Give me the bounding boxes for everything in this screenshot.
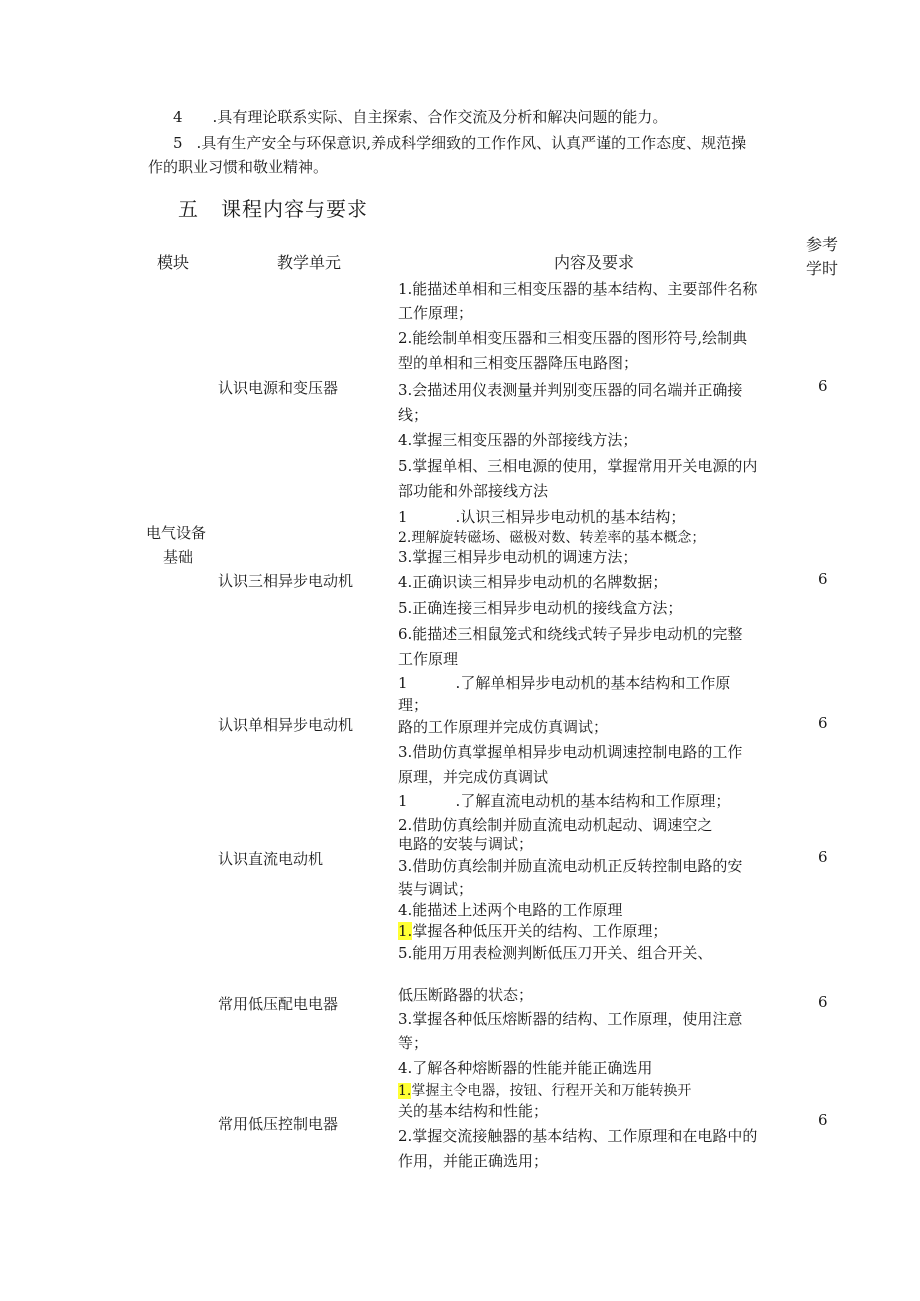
content-line-first <box>398 920 667 941</box>
content-line: 3.借助仿真掌握单相异步电动机调速控制电路的工作 <box>398 743 743 761</box>
content-line-first <box>398 1080 691 1100</box>
content-line: 低压断路器的状态； <box>398 986 534 1004</box>
content-line-text: 掌握各种低压开关的结构、工作原理； <box>412 922 668 940</box>
content-line-text: .认识三相异步电动机的基本结构； <box>455 508 686 526</box>
content-line: 工作原理； <box>398 304 474 322</box>
unit-name: 认识三相异步电动机 <box>218 572 354 590</box>
content-line: 线； <box>398 406 429 424</box>
content-line: 3.掌握各种低压熔断器的结构、工作原理，使用注意 <box>398 1010 743 1028</box>
content-line: 工作原理 <box>398 650 459 668</box>
unit-hours: 6 <box>818 993 828 1011</box>
content-line-number: 1 <box>398 508 408 526</box>
header-unit: 教学单元 <box>277 253 342 272</box>
item-5-continuation: 作的职业习惯和敬业精神。 <box>148 158 329 176</box>
content-line-number: 1. <box>398 922 413 940</box>
content-line-text: .了解直流电动机的基本结构和工作原理； <box>455 792 731 810</box>
item-5-number: 5 <box>173 134 183 152</box>
unit-hours: 6 <box>818 848 828 866</box>
content-line-number: 1. <box>398 1083 412 1099</box>
content-line: 3.借助仿真绘制并励直流电动机正反转控制电路的安 <box>398 857 743 875</box>
content-line-number: 1 <box>398 792 408 810</box>
content-line-text: 掌握主令电器，按钮、行程开关和万能转换开 <box>411 1083 692 1099</box>
unit-hours: 6 <box>818 570 828 588</box>
item-4-text: .具有理论联系实际、自主探索、合作交流及分析和解决问题的能力。 <box>212 108 668 126</box>
content-line: 路的工作原理并完成仿真调试； <box>398 718 609 736</box>
content-line: 4.掌握三相变压器的外部接线方法； <box>398 431 638 449</box>
content-line: 原理，并完成仿真调试 <box>398 768 549 786</box>
content-line: 4.能描述上述两个电路的工作原理 <box>398 901 623 919</box>
content-line: 5.掌握单相、三相电源的使用，掌握常用开关电源的内 <box>398 457 758 475</box>
content-line: 2.能绘制单相变压器和三相变压器的图形符号,绘制典 <box>398 329 748 347</box>
section-heading <box>178 193 368 222</box>
item-4 <box>173 106 667 127</box>
content-line: 4.正确识读三相异步电动机的名牌数据； <box>398 573 668 591</box>
content-line: 1.能描述单相和三相变压器的基本结构、主要部件名称 <box>398 280 758 298</box>
content-line: 部功能和外部接线方法 <box>398 482 549 500</box>
content-line: 2.理解旋转磁场、磁极对数、转差率的基本概念； <box>398 530 706 546</box>
section-title: 课程内容与要求 <box>221 197 368 221</box>
content-line: 电路的安装与调试； <box>398 835 534 853</box>
content-line: 6.能描述三相鼠笼式和绕线式转子异步电动机的完整 <box>398 625 743 643</box>
content-line: 5.正确连接三相异步电动机的接线盒方法； <box>398 599 683 617</box>
content-line: 3.会描述用仪表测量并判别变压器的同名端并正确接 <box>398 381 743 399</box>
unit-name: 常用低压配电电器 <box>218 995 339 1013</box>
item-5-text: .具有生产安全与环保意识,养成科学细致的工作作风、认真严谨的工作态度、规范操 <box>196 134 747 152</box>
content-line: 2.借助仿真绘制并励直流电动机起动、调速空之 <box>398 816 713 834</box>
header-content: 内容及要求 <box>554 253 635 272</box>
section-number: 五 <box>178 197 199 221</box>
content-line-first <box>398 672 730 693</box>
module-name-line1: 电气设备 <box>146 524 207 542</box>
module-name-line2: 基础 <box>163 548 194 566</box>
unit-hours: 6 <box>818 714 828 732</box>
header-module: 模块 <box>157 253 190 272</box>
content-line: 3.掌握三相异步电动机的调速方法； <box>398 548 638 566</box>
content-line-text: .了解单相异步电动机的基本结构和工作原 <box>455 674 731 692</box>
content-line-first <box>398 790 730 811</box>
content-line-number: 1 <box>398 674 408 692</box>
unit-hours: 6 <box>818 1111 828 1129</box>
unit-name: 认识直流电动机 <box>218 850 324 868</box>
content-line: 2.掌握交流接触器的基本结构、工作原理和在电路中的 <box>398 1127 758 1145</box>
unit-name: 认识电源和变压器 <box>218 379 339 397</box>
content-line: 5.能用万用表检测判断低压刀开关、组合开关、 <box>398 944 713 962</box>
item-5 <box>173 132 746 153</box>
content-line: 型的单相和三相变压器降压电路图； <box>398 354 639 372</box>
content-line: 4.了解各种熔断器的性能并能正确选用 <box>398 1059 653 1077</box>
unit-name: 常用低压控制电器 <box>218 1115 339 1133</box>
content-line: 关的基本结构和性能； <box>398 1102 549 1120</box>
content-line-first <box>398 506 685 527</box>
unit-hours: 6 <box>818 377 828 395</box>
content-line: 等； <box>398 1034 429 1052</box>
header-hours-line2: 学时 <box>806 259 839 278</box>
unit-name: 认识单相异步电动机 <box>218 716 354 734</box>
content-line: 装与调试； <box>398 880 474 898</box>
header-hours-line1: 参考 <box>806 235 839 254</box>
content-line: 作用，并能正确选用； <box>398 1152 549 1170</box>
item-4-number: 4 <box>173 108 183 126</box>
content-line: 理； <box>398 696 429 714</box>
